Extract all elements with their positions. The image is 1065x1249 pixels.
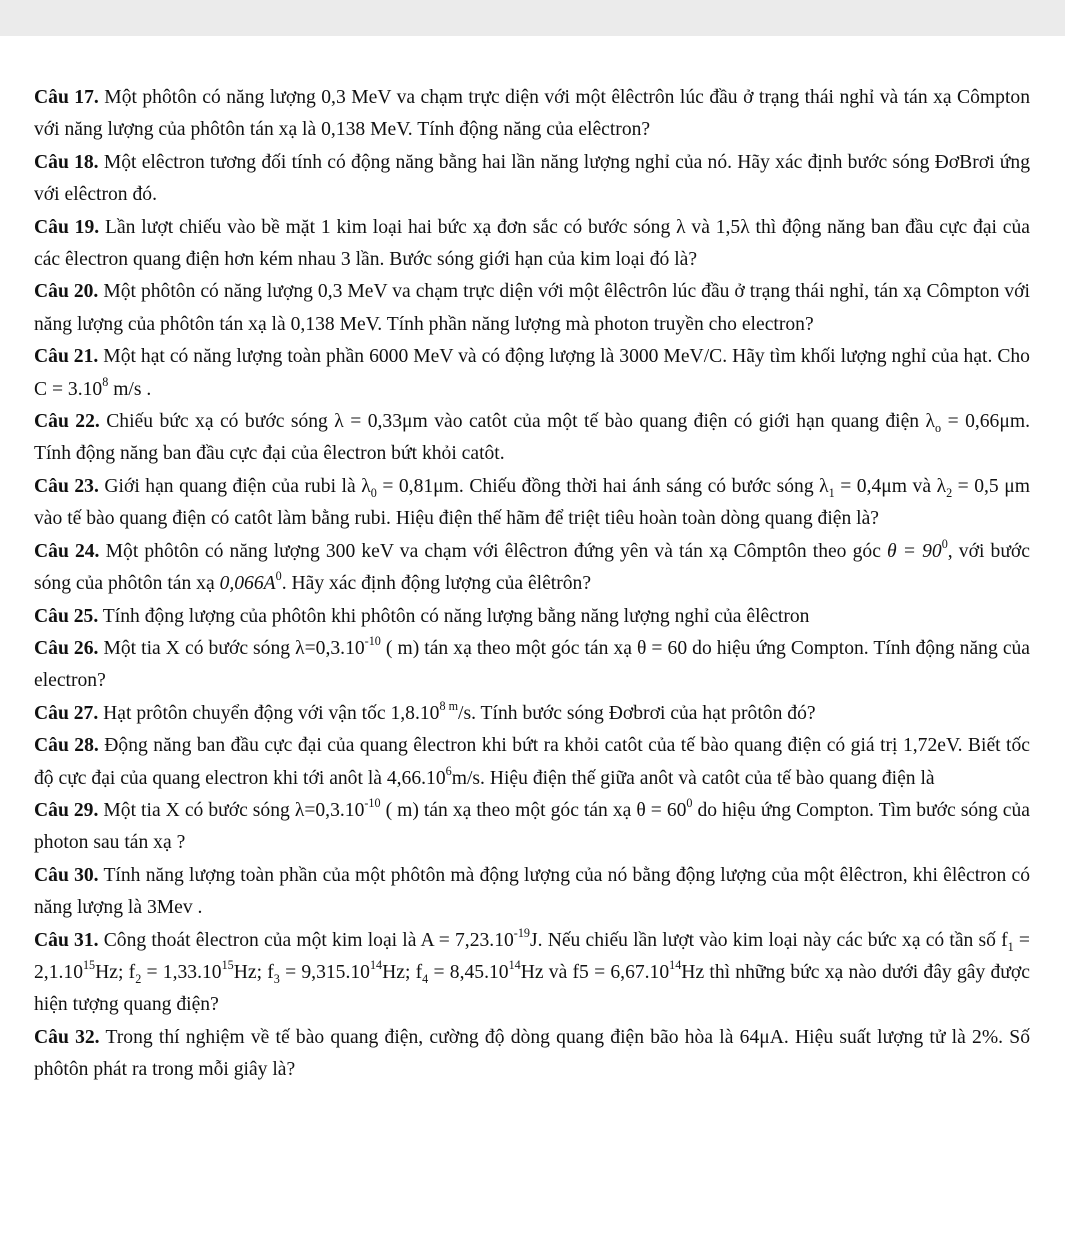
question-31: Câu 31. Công thoát êlectron của một kim loại là $A = 7,23.10^{-19}J$. Nếu chiếu lần lượt vào kim loại này các bức xạ có tần số $f_1 = 2,1.10^{15}Hz$; $f_2 = 1,33.10^{15}Hz$; $f_3 = 9,315.10^{14}Hz$; $f_4 = 8,45.10^{14}Hz$ và $f5 = 6,67.10^{14}Hz$ thì những bức xạ nào dưới đây gây được hiện tượng quang điện? <box>34 925 1030 1016</box>
question-27: Câu 27. Hạt prôtôn chuyển động với vận tốc $1,8.10^{8 m}/s$. Tính bước sóng Đơbrơi của hạt prôtôn đó? <box>34 698 816 724</box>
question-24: Câu 24. Một phôtôn có năng lượng 300 keV va chạm với êlêctron đứng yên và tán xạ Cômptôn theo góc $\theta = 90^0$, với bước sóng của phôtôn tán xạ $0,066A^0$. Hãy xác định động lượng của êlêtrôn? <box>34 536 1030 595</box>
question-21: Câu 21. Một hạt có năng lượng toàn phần 6000 MeV và có động lượng là 3000 MeV/C. Hãy tìm khối lượng nghỉ của hạt. Cho $C = 3.10^8$ m/s . <box>34 346 1030 400</box>
question-18: Câu 18. Một elêctron tương đối tính có động năng bằng hai lần năng lượng nghỉ của nó. Hãy xác định bước sóng ĐơBrơi ứng với elêctron đó. <box>34 151 1030 206</box>
question-26: Câu 26. Một tia X có bước sóng $\lambda=0,3.10^{-10}$ ( m) tán xạ theo một góc tán xạ θ = 60 do hiệu ứng Compton. Tính động năng của electron? <box>34 634 1031 692</box>
question-17: Câu 17. Một phôtôn có năng lượng 0,3 MeV va chạm trực diện với một êlêctrôn lúc đầu ở trạng thái nghỉ và tán xạ Cômpton với năng lượng của phôtôn tán xạ là 0,138 MeV. Tính động năng của elêctron? <box>34 87 1030 141</box>
question-22: Câu 22. Chiếu bức xạ có bước sóng λ = 0,33μm vào catôt của một tế bào quang điện có giới hạn quang điện $\lambda_o = 0,66\mu m$. Tính động năng ban đầu cực đại của êlectron bứt khỏi catôt. <box>34 411 1030 465</box>
question-25: Câu 25. Tính động lượng của phôtôn khi phôtôn có năng lượng bằng năng lượng nghỉ của êlêctron <box>34 605 810 627</box>
question-19: Câu 19. Lần lượt chiếu vào bề mặt 1 kim loại hai bức xạ đơn sắc có bước sóng λ và 1,5λ thì động năng ban đầu cực đại của các êlectron quang điện hơn kém nhau 3 lần. Bước sóng giới hạn của kim loại đó là? <box>34 216 1030 271</box>
question-23: Câu 23. Giới hạn quang điện của rubi là $\lambda_0 = 0,81\mu m$. Chiếu đồng thời hai ánh sáng có bước sóng $\lambda_1 = 0,4\mu m$ và $\lambda_2 = 0,5$ μm vào tế bào quang điện có catôt làm bằng rubi. Hiệu điện thế hãm để triệt tiêu hoàn toàn dòng quang điện là? <box>34 475 1030 530</box>
question-28: Câu 28. Động năng ban đầu cực đại của quang êlectron khi bứt ra khỏi catôt của tế bào quang điện có giá trị 1,72eV. Biết tốc độ cực đại của quang electron khi tới anôt là 4,66.10$^6$m/s. Hiệu điện thế giữa anôt và catôt của tế bào quang điện là <box>34 735 1030 789</box>
question-29: Câu 29. Một tia X có bước sóng $\lambda=0,3.10^{-10}$ ( m) tán xạ theo một góc tán xạ $\theta = 60^0$ do hiệu ứng Compton. Tìm bước sóng của photon sau tán xạ ? <box>34 796 1030 854</box>
question-32: Câu 32. Trong thí nghiệm về tế bào quang điện, cường độ dòng quang điện bão hòa là 64μA. Hiệu suất lượng tử là 2%. Số phôtôn phát ra trong mỗi giây là? <box>34 1026 1030 1081</box>
top-bar <box>0 0 1065 36</box>
document-page <box>34 82 1030 1087</box>
question-20: Câu 20. Một phôtôn có năng lượng 0,3 MeV va chạm trực diện với một êlêctrôn lúc đầu ở trạng thái nghỉ, tán xạ Cômpton với năng lượng của phôtôn tán xạ là 0,138 MeV. Tính phần năng lượng mà photon truyền cho electron? <box>34 281 1030 335</box>
question-30: Câu 30. Tính năng lượng toàn phần của một phôtôn mà động lượng của nó bằng động lượng của một êlêctron, khi êlêctron có năng lượng là 3Mev . <box>34 864 1030 919</box>
